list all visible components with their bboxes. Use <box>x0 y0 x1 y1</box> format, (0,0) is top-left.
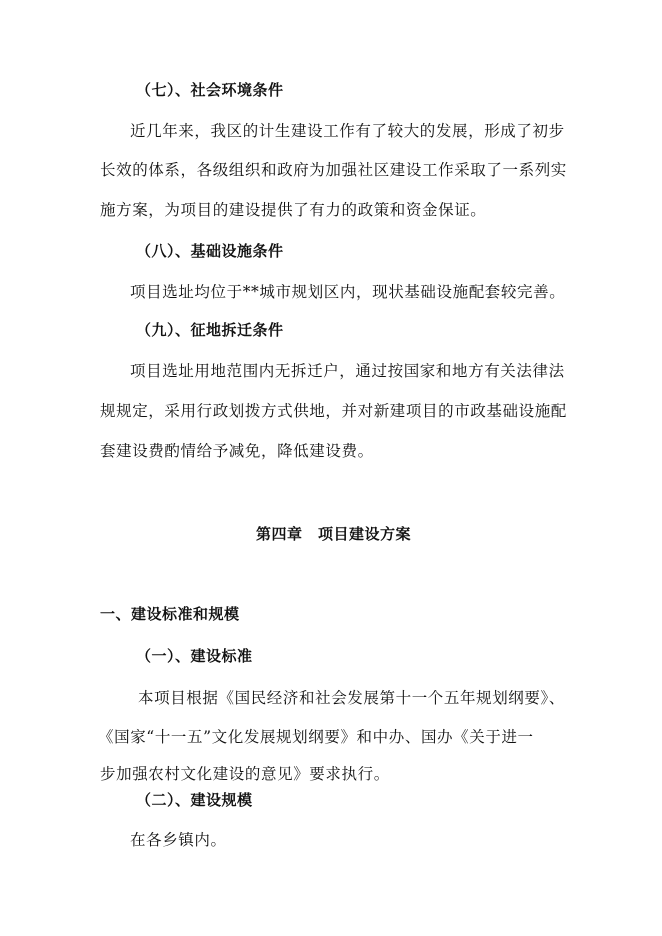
section-7-line-2: 长效的体系，各级组织和政府为加强社区建设工作采取了一系列实 <box>100 161 567 179</box>
section-9-heading: （九）、征地拆迁条件 <box>136 321 284 339</box>
section-9-line-1: 项目选址用地范围内无拆迁户，通过按国家和地方有关法律法 <box>130 362 565 380</box>
subsection-2-heading: （二）、建设规模 <box>136 791 253 809</box>
subsection-1-line-3: 步加强农村文化建设的意见》要求执行。 <box>100 765 390 783</box>
section-9-line-3: 套建设费酌情给予减免，降低建设费。 <box>100 442 374 460</box>
section-8-heading: （八）、基础设施条件 <box>136 242 284 260</box>
section-7-heading: （七）、社会环境条件 <box>136 81 284 99</box>
section-7-line-1: 近几年来，我区的计生建设工作有了较大的发展，形成了初步 <box>130 122 565 140</box>
subsection-1-line-2: 《国家“十一五”文化发展规划纲要》和中办、国办《关于进一 <box>98 728 534 746</box>
section-9-line-2: 规规定，采用行政划拨方式供地，并对新建项目的市政基础设施配 <box>100 402 567 420</box>
subsection-1-line-1: 本项目根据《国民经济和社会发展第十一个五年规划纲要》、 <box>138 689 565 707</box>
subsection-1-heading: （一）、建设标准 <box>136 647 253 665</box>
part-1-heading: 一、建设标准和规模 <box>100 605 240 623</box>
section-7-line-3: 施方案，为项目的建设提供了有力的政策和资金保证。 <box>100 201 487 219</box>
section-8-line-1: 项目选址均位于**城市规划区内，现状基础设施配套较完善。 <box>130 283 566 301</box>
subsection-2-line-1: 在各乡镇内。 <box>130 831 227 849</box>
chapter-title: 第四章 项目建设方案 <box>256 525 412 543</box>
